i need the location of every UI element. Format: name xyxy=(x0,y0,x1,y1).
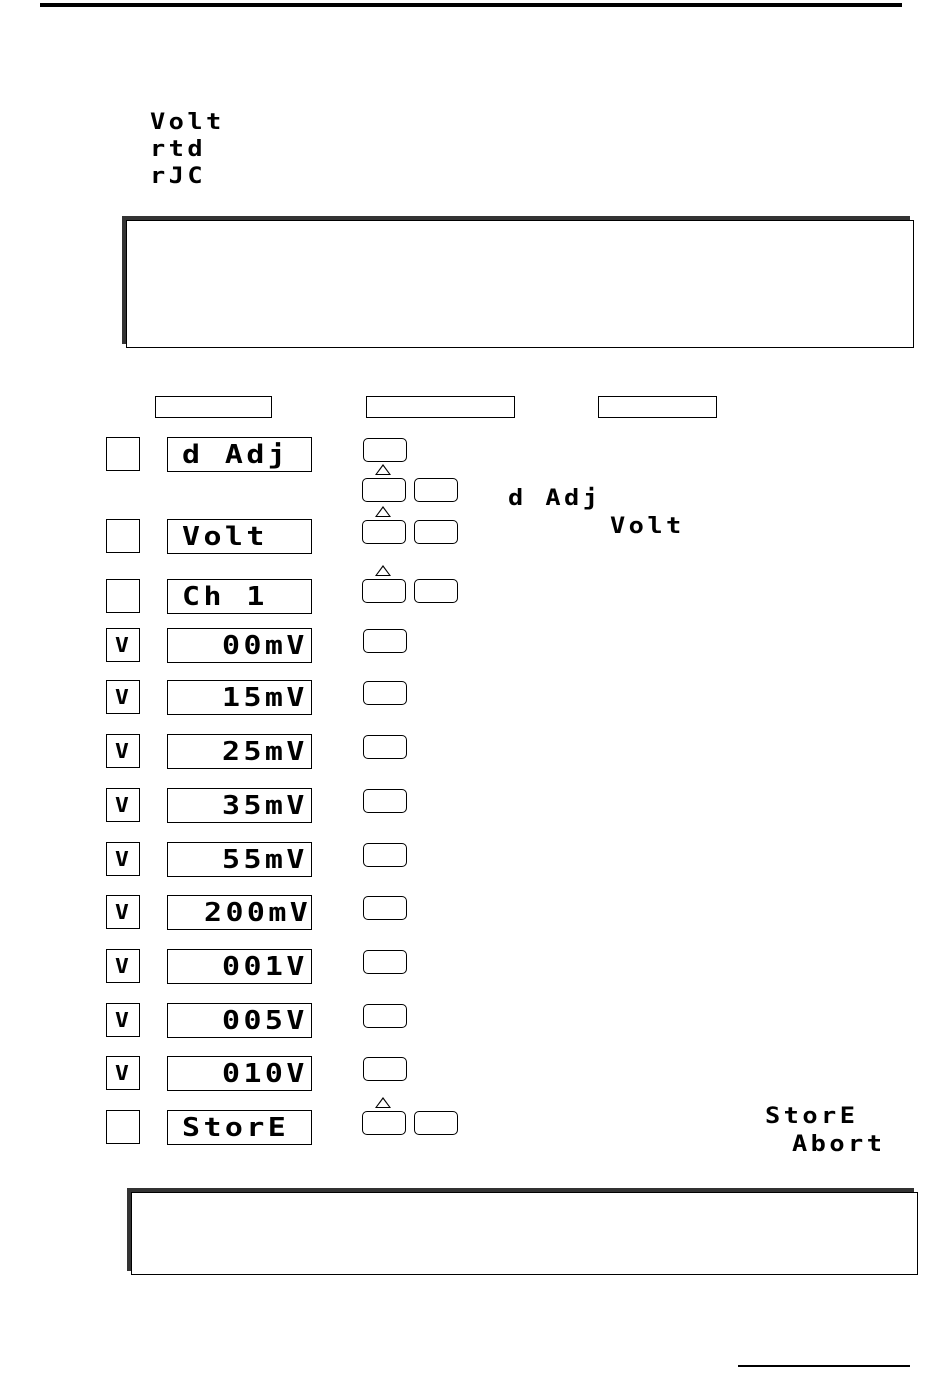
menu-option-volt: Volt xyxy=(150,110,225,135)
up-arrow-icon xyxy=(375,1097,391,1108)
display-text: StorE xyxy=(182,1112,290,1143)
display-readout xyxy=(167,519,312,554)
up-key-button[interactable] xyxy=(362,1111,406,1135)
annunciator-box xyxy=(106,788,140,822)
key-button[interactable] xyxy=(414,478,458,502)
annunciator-box xyxy=(106,1110,140,1144)
key-button[interactable] xyxy=(414,579,458,603)
key-button[interactable] xyxy=(363,1057,407,1081)
display-readout xyxy=(167,1003,312,1038)
annunciator-label: V xyxy=(115,633,133,657)
note-volt: Volt xyxy=(610,514,685,539)
display-readout xyxy=(167,949,312,984)
display-text: 010V xyxy=(222,1058,309,1089)
annunciator-box xyxy=(106,734,140,768)
display-readout xyxy=(167,1110,312,1145)
annunciator-box xyxy=(106,842,140,876)
up-key-button[interactable] xyxy=(362,579,406,603)
key-button[interactable] xyxy=(363,950,407,974)
key-button[interactable] xyxy=(414,1111,458,1135)
annunciator-box xyxy=(106,1056,140,1090)
display-text: 005V xyxy=(222,1005,309,1036)
display-text: d Adj xyxy=(182,439,290,470)
annunciator-box xyxy=(106,949,140,983)
key-button[interactable] xyxy=(363,735,407,759)
display-readout xyxy=(167,1056,312,1091)
footer-rule xyxy=(738,1365,910,1367)
annunciator-label: V xyxy=(115,847,133,871)
display-readout xyxy=(167,842,312,877)
key-button[interactable] xyxy=(363,681,407,705)
display-text: 15mV xyxy=(222,682,309,713)
display-text: 35mV xyxy=(222,790,309,821)
up-arrow-icon xyxy=(375,565,391,576)
display-readout xyxy=(167,579,312,614)
column-header-description xyxy=(598,396,717,418)
display-text: 00mV xyxy=(222,630,309,661)
display-readout xyxy=(167,437,312,472)
key-button[interactable] xyxy=(363,843,407,867)
display-text: Ch 1 xyxy=(182,581,268,612)
display-text: Volt xyxy=(182,521,268,552)
menu-option-rjc: rJC xyxy=(150,164,207,189)
display-readout xyxy=(167,680,312,715)
note-abort: Abort xyxy=(792,1132,886,1157)
annunciator-label: V xyxy=(115,685,133,709)
annunciator-box xyxy=(106,680,140,714)
menu-option-rtd: rtd xyxy=(150,137,207,162)
annunciator-box xyxy=(106,628,140,662)
display-readout xyxy=(167,895,312,930)
key-button[interactable] xyxy=(363,789,407,813)
display-text: 001V xyxy=(222,951,309,982)
annunciator-label: V xyxy=(115,900,133,924)
annunciator-label: V xyxy=(115,1061,133,1085)
key-button[interactable] xyxy=(363,438,407,462)
up-key-button[interactable] xyxy=(362,520,406,544)
annunciator-label: V xyxy=(115,1008,133,1032)
up-arrow-icon xyxy=(375,506,391,517)
note-d-adj: d Adj xyxy=(508,486,602,511)
key-button[interactable] xyxy=(414,520,458,544)
display-text: 200mV xyxy=(203,897,311,928)
display-readout xyxy=(167,734,312,769)
column-header-keys xyxy=(366,396,515,418)
annunciator-box xyxy=(106,895,140,929)
annunciator-label: V xyxy=(115,954,133,978)
annunciator-label: V xyxy=(115,739,133,763)
info-box-top xyxy=(126,220,914,348)
display-text: 55mV xyxy=(222,844,309,875)
key-button[interactable] xyxy=(363,629,407,653)
up-arrow-icon xyxy=(375,464,391,475)
annunciator-box xyxy=(106,1003,140,1037)
display-readout xyxy=(167,788,312,823)
top-rule xyxy=(40,3,902,7)
info-box-bottom xyxy=(131,1192,918,1275)
display-readout xyxy=(167,628,312,663)
column-header-display xyxy=(155,396,272,418)
annunciator-box xyxy=(106,579,140,613)
annunciator-box xyxy=(106,519,140,553)
display-text: 25mV xyxy=(222,736,309,767)
up-key-button[interactable] xyxy=(362,478,406,502)
annunciator-box xyxy=(106,437,140,471)
annunciator-label: V xyxy=(115,793,133,817)
note-store: StorE xyxy=(765,1104,859,1129)
key-button[interactable] xyxy=(363,896,407,920)
key-button[interactable] xyxy=(363,1004,407,1028)
